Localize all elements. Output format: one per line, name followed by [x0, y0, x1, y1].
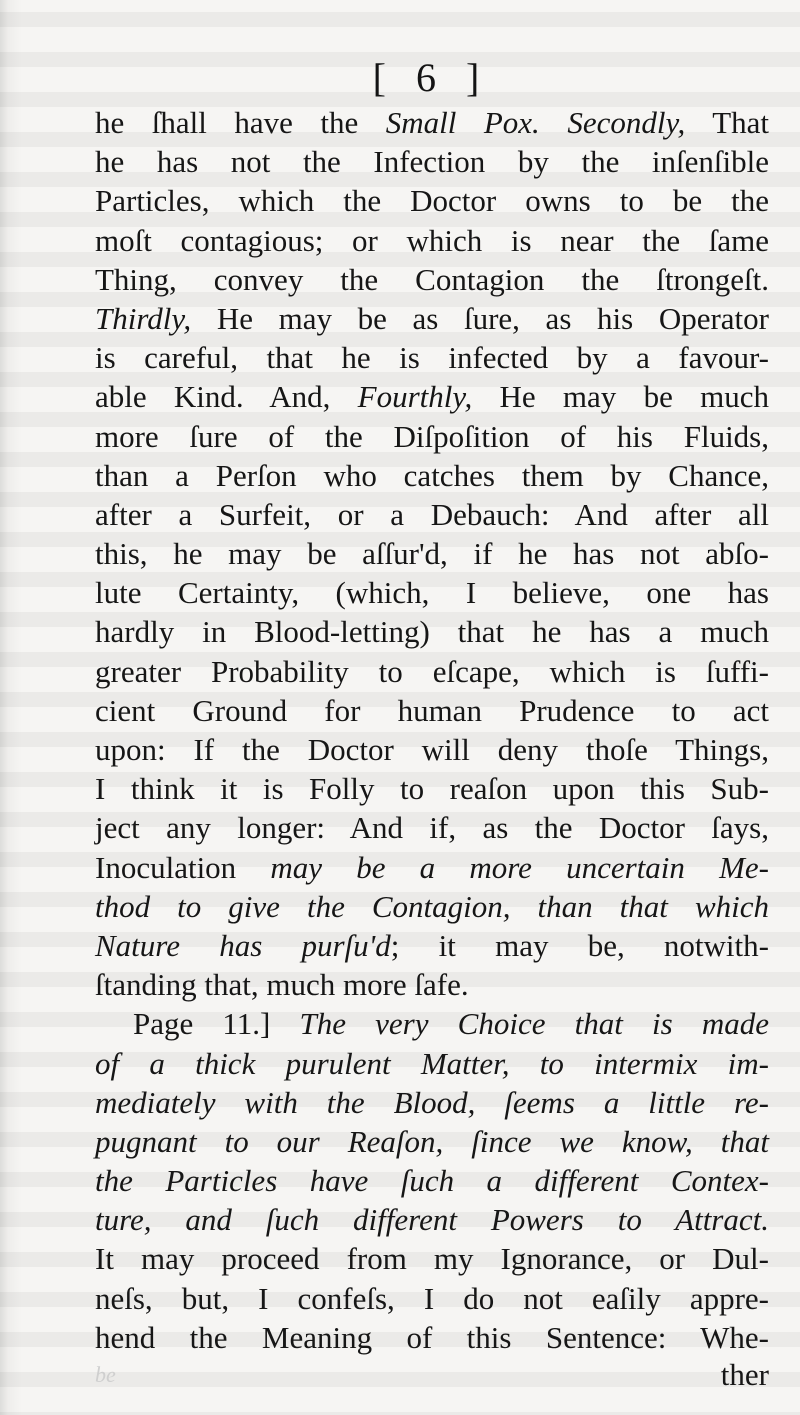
- text-line: [95, 1004, 769, 1043]
- italic-text-run: mediately with the Blood, ſeems a little re-: [95, 1084, 769, 1120]
- text-run: ſtanding that, much more ſafe.: [95, 967, 469, 1003]
- text-line: [95, 1200, 769, 1239]
- text-line: [95, 926, 769, 965]
- text-line: [95, 456, 769, 495]
- text-line: [95, 260, 769, 299]
- text-line: [95, 299, 769, 338]
- text-line: [95, 573, 769, 612]
- text-run: Inoculation: [95, 849, 271, 885]
- text-run: I think it is Folly to reaſon upon this Sub-: [95, 771, 769, 807]
- text-run: He may be much: [472, 379, 769, 415]
- text-run: It may proceed from my Ignorance, or Dul-: [95, 1241, 769, 1277]
- text-run: he has not the Infection by the inſenſible: [95, 144, 769, 180]
- page-number: [ 6 ]: [372, 55, 490, 100]
- text-line: [95, 221, 769, 260]
- text-run: able Kind. And,: [95, 379, 358, 415]
- text-line: [95, 377, 769, 416]
- text-line: [95, 769, 769, 808]
- text-run: hardly in Blood-letting) that he has a much: [95, 614, 769, 650]
- italic-text-run: Nature has purſu'd: [95, 927, 391, 963]
- text-run: ; it may be, notwith-: [390, 927, 769, 963]
- text-run: greater Probability to eſcape, which is ſuffi-: [95, 653, 769, 689]
- text-run: more ſure of the Diſpoſition of his Fluids,: [95, 418, 769, 454]
- text-run: moſt contagious; or which is near the ſame: [95, 222, 769, 258]
- text-line: [95, 338, 769, 377]
- text-run: Thing, convey the Contagion the ſtrongeſt.: [95, 261, 769, 297]
- footer-row: [95, 1355, 769, 1395]
- text-run: cient Ground for human Prudence to act: [95, 692, 769, 728]
- text-run: hend the Meaning of this Sentence: Whe-: [95, 1319, 769, 1355]
- catchword: ther: [720, 1357, 769, 1392]
- text-run: is careful, that he is infected by a favour-: [95, 340, 769, 376]
- italic-text-run: the Particles have ſuch a different Contex-: [95, 1163, 769, 1199]
- italic-text-run: may be a more uncertain Me-: [270, 849, 769, 885]
- text-run: lute Certainty, (which, I believe, one has: [95, 575, 769, 611]
- text-run: ject any longer: And if, as the Doctor ſays,: [95, 810, 769, 846]
- text-run: upon: If the Doctor will deny thoſe Things,: [95, 732, 769, 767]
- italic-text-run: Small Pox.: [385, 105, 540, 140]
- text-run: he ſhall have the: [95, 105, 386, 140]
- text-line: [95, 887, 769, 926]
- text-line: [95, 1318, 769, 1357]
- italic-text-run: Fourthly,: [357, 379, 473, 415]
- italic-text-run: Secondly,: [567, 105, 686, 140]
- text-line: [95, 691, 769, 730]
- italic-text-run: Thirdly,: [95, 300, 192, 336]
- body-text: [95, 103, 769, 1357]
- text-line: [95, 730, 769, 769]
- text-line: [95, 848, 769, 887]
- text-line: [95, 808, 769, 847]
- italic-text-run: pugnant to our Reaſon, ſince we know, that: [95, 1123, 769, 1159]
- text-line: [95, 142, 769, 181]
- italic-text-run: The very Choice that is made: [299, 1006, 769, 1042]
- show-through-mark: be: [95, 1362, 116, 1387]
- text-line: [95, 1122, 769, 1161]
- text-line: [95, 417, 769, 456]
- text-run: than a Perſon who catches them by Chance,: [95, 457, 769, 493]
- italic-text-run: thod to give the Contagion, than that which: [95, 888, 769, 924]
- text-run: after a Surfeit, or a Debauch: And after all: [95, 496, 769, 532]
- text-line: [95, 1044, 769, 1083]
- text-run: Particles, which the Doctor owns to be the: [95, 183, 769, 219]
- text-line: [95, 495, 769, 534]
- text-run: this, he may be aſſur'd, if he has not abſo-: [95, 536, 769, 572]
- text-line: [95, 103, 769, 142]
- text-line: [95, 181, 769, 220]
- text-run: [540, 105, 568, 140]
- text-run: Page 11.]: [133, 1006, 300, 1042]
- italic-text-run: of a thick purulent Matter, to intermix im-: [95, 1045, 769, 1081]
- text-run: He may be as ſure, as his Operator: [191, 300, 769, 336]
- text-line: [95, 1279, 769, 1318]
- text-line: [95, 1161, 769, 1200]
- text-line: [95, 1239, 769, 1278]
- italic-text-run: ture, and ſuch different Powers to Attract.: [95, 1202, 769, 1238]
- text-run: That: [685, 105, 769, 140]
- text-line: [95, 534, 769, 573]
- text-line: [95, 612, 769, 651]
- text-run: neſs, but, I confeſs, I do not eaſily appre-: [95, 1280, 769, 1316]
- text-line: [95, 1083, 769, 1122]
- text-line: [95, 652, 769, 691]
- text-line: [95, 965, 769, 1004]
